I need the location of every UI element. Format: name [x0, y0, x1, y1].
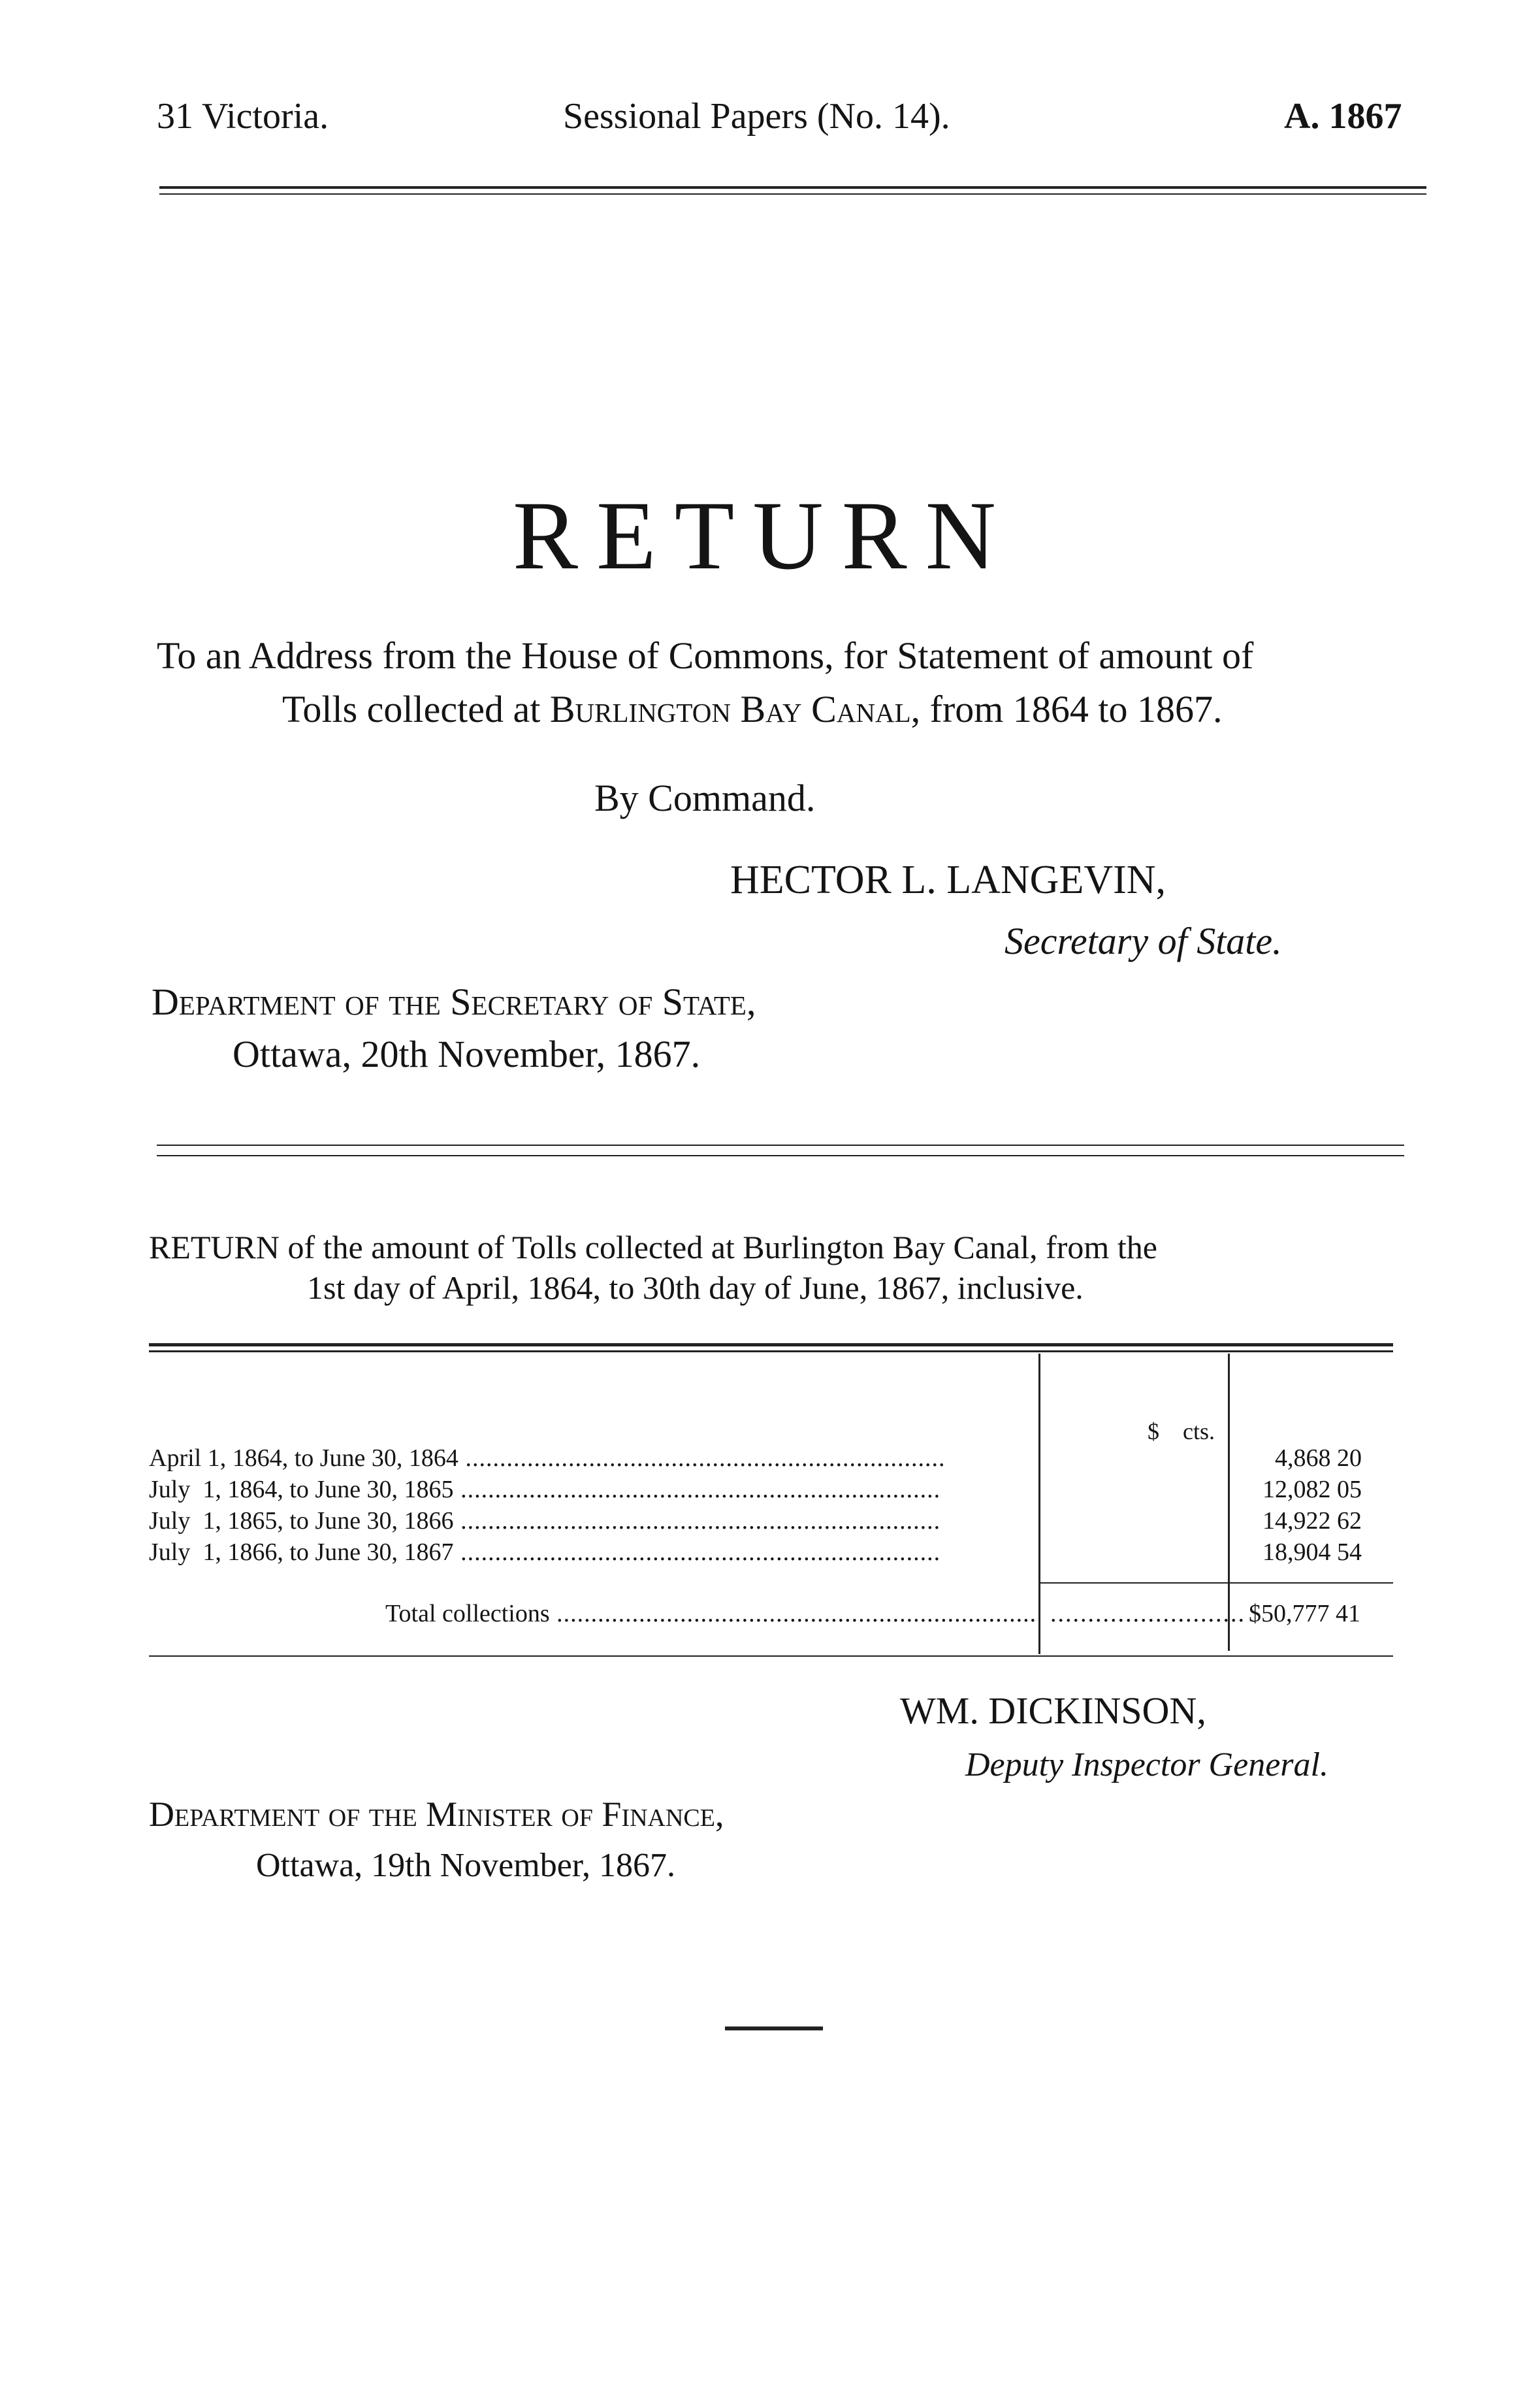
address-line-2-prefix: Tolls collected at	[282, 688, 550, 730]
signatory-title: Deputy Inspector General.	[965, 1746, 1328, 1783]
address-line-1: To an Address from the House of Commons, for Statement of amount of	[157, 634, 1254, 677]
currency-header: $ cts.	[1148, 1418, 1215, 1444]
amount-cell: 14,922 62	[1262, 1507, 1362, 1535]
closing-rule	[725, 2026, 823, 2030]
period-cell: July 1, 1864, to June 30, 1865	[149, 1476, 454, 1503]
department-date: Ottawa, 19th November, 1867.	[256, 1847, 676, 1884]
section-rule-secondary	[157, 1155, 1404, 1156]
department-date: Ottawa, 20th November, 1867.	[233, 1033, 701, 1075]
signatory-title: Secretary of State.	[1005, 920, 1282, 962]
signatory-name: HECTOR L. LANGEVIN,	[730, 858, 1166, 902]
signatory-name: WM. DICKINSON,	[900, 1689, 1206, 1732]
header-rule-secondary	[159, 193, 1426, 195]
total-leader: ..........................	[1050, 1600, 1246, 1627]
period-cell: July 1, 1865, to June 30, 1866	[149, 1507, 454, 1535]
period-cell: July 1, 1866, to June 30, 1867	[149, 1538, 454, 1566]
table-top-rule-secondary	[149, 1350, 1393, 1352]
amount-cell: 4,868 20	[1275, 1444, 1362, 1472]
header-papers: Sessional Papers (No. 14).	[563, 96, 950, 137]
table-column-divider	[1038, 1354, 1040, 1654]
address-line-2-suffix: from 1864 to 1867.	[920, 688, 1223, 730]
table-top-rule	[149, 1343, 1393, 1346]
header-year: A. 1867	[1284, 96, 1402, 137]
department-name: Department of the Secretary of State,	[152, 981, 756, 1023]
department-name: Department of the Minister of Finance,	[149, 1795, 724, 1834]
by-command: By Command.	[594, 777, 816, 819]
period-cell: April 1, 1864, to June 30, 1864	[149, 1444, 458, 1472]
return-caption-line-1: RETURN of the amount of Tolls collected at Burlington Bay Canal, from the	[149, 1229, 1157, 1265]
return-caption-line-2: 1st day of April, 1864, to 30th day of June, 1867, inclusive.	[307, 1269, 1084, 1306]
amount-cell: 12,082 05	[1262, 1476, 1362, 1503]
address-line-2	[282, 688, 1223, 730]
canal-name: Burlington Bay Canal,	[549, 688, 921, 730]
amount-cell: 18,904 54	[1262, 1538, 1362, 1566]
table-bottom-rule	[149, 1655, 1393, 1657]
header-session: 31 Victoria.	[157, 96, 329, 137]
total-label: Total collections	[385, 1600, 550, 1627]
header-rule	[159, 186, 1426, 189]
total-rule	[1038, 1582, 1393, 1584]
total-amount: $50,777 41	[1249, 1600, 1360, 1627]
section-rule	[157, 1145, 1404, 1146]
page-title: RETURN	[513, 481, 1014, 590]
